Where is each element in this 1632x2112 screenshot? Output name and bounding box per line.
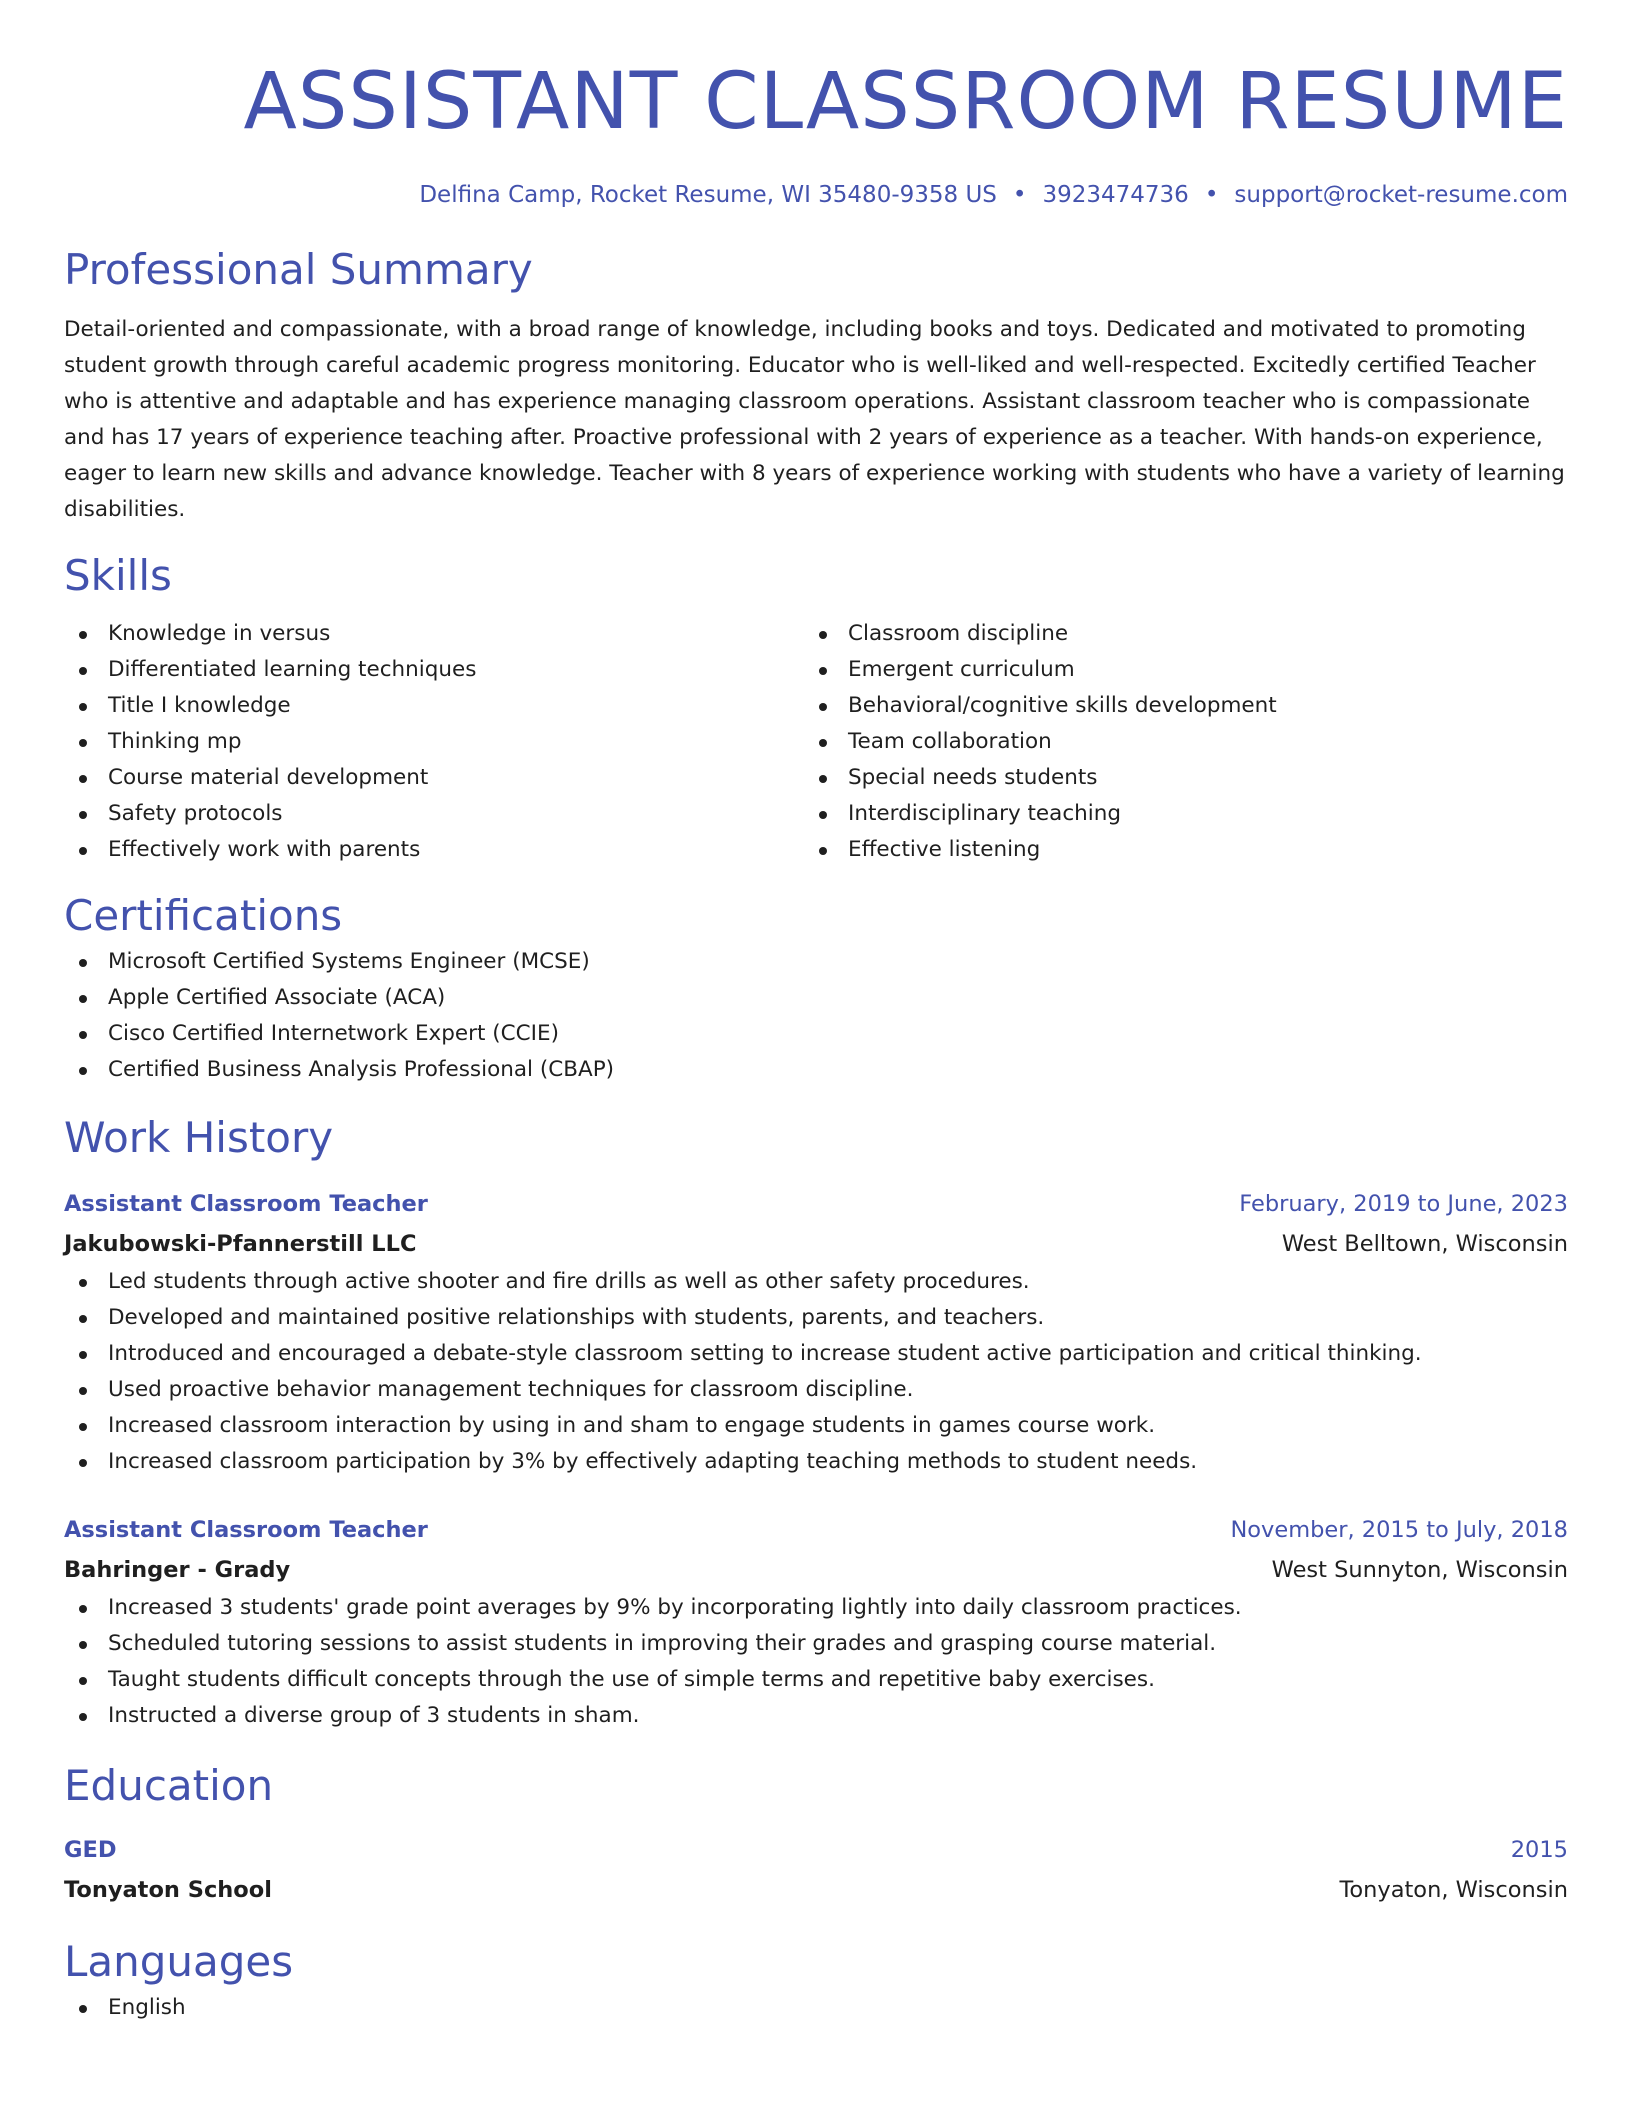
education-heading: Education xyxy=(64,1761,274,1810)
work-history-heading: Work History xyxy=(64,1113,334,1162)
skills-list-right xyxy=(804,616,1544,868)
contact-separator: • xyxy=(1012,182,1027,208)
skill-item: Course material development xyxy=(64,760,804,796)
skills-column-right xyxy=(804,616,1544,868)
skill-item: Thinking mp xyxy=(64,724,804,760)
languages-heading: Languages xyxy=(64,1937,294,1986)
job-employer: Jakubowski-Pfannerstill LLC xyxy=(64,1231,417,1257)
contact-line xyxy=(64,178,1568,212)
contact-separator: • xyxy=(1204,182,1219,208)
skill-item: Title I knowledge xyxy=(64,688,804,724)
skill-item: Emergent curriculum xyxy=(804,652,1544,688)
education-school: Tonyaton School xyxy=(64,1877,272,1903)
skill-item: Special needs students xyxy=(804,760,1544,796)
certification-item: Microsoft Certified Systems Engineer (MCSE) xyxy=(64,944,1568,980)
certification-item: Apple Certified Associate (ACA) xyxy=(64,980,1568,1016)
education-entry xyxy=(64,1830,1568,1910)
certification-item: Certified Business Analysis Professional (CBAP) xyxy=(64,1052,1568,1088)
skill-item: Interdisciplinary teaching xyxy=(804,796,1544,832)
job-title: Assistant Classroom Teacher xyxy=(64,1191,428,1217)
skill-item: Effective listening xyxy=(804,832,1544,868)
contact-phone: 3923474736 xyxy=(1042,182,1189,208)
summary-text: Detail-oriented and compassionate, with a broad range of knowledge, including books and toys. Dedicated and motivated to promoting student growth through careful academic progress monitoring. Educator who is well-liked and well-respected. Excitedly certified Teacher who is attentive and adaptable and has experience managing classroom operations. Assistant classroom teacher who is compassionate and has 17 years of experience teaching after. Proactive professional with 2 years of experience as a teacher. With hands-on experience, eager to learn new skills and advance knowledge. Teacher with 8 years of experience working with students who have a variety of learning disabilities. xyxy=(64,317,1565,522)
job-title: Assistant Classroom Teacher xyxy=(64,1517,428,1543)
languages-list xyxy=(64,1990,1568,2026)
skill-item: Differentiated learning techniques xyxy=(64,652,804,688)
job-bullets xyxy=(64,1590,1568,1734)
skill-item: Safety protocols xyxy=(64,796,804,832)
job-bullet: Increased classroom interaction by using in and sham to engage students in games course work. xyxy=(64,1408,1568,1444)
job-bullets xyxy=(64,1264,1568,1480)
certification-item: Cisco Certified Internetwork Expert (CCIE) xyxy=(64,1016,1568,1052)
job-bullet: Increased 3 students' grade point averages by 9% by incorporating lightly into daily classroom practices. xyxy=(64,1590,1568,1626)
skill-item: Team collaboration xyxy=(804,724,1544,760)
skill-item: Effectively work with parents xyxy=(64,832,804,868)
job-dates: November, 2015 to July, 2018 xyxy=(1230,1517,1568,1543)
job-location: West Belltown, Wisconsin xyxy=(1281,1231,1568,1257)
education-school-row xyxy=(64,1870,1568,1910)
resume-title: ASSISTANT CLASSROOM RESUME xyxy=(243,57,1568,147)
job-entry xyxy=(64,1184,1568,1480)
skill-item: Classroom discipline xyxy=(804,616,1544,652)
skills-column-left xyxy=(64,616,804,868)
contact-address: Delfina Camp, Rocket Resume, WI 35480-9358 US xyxy=(419,182,997,208)
education-year: 2015 xyxy=(1510,1837,1568,1863)
job-dates: February, 2019 to June, 2023 xyxy=(1239,1191,1568,1217)
job-title-row xyxy=(64,1184,1568,1224)
certifications-heading: Certifications xyxy=(64,891,343,940)
skill-item: Behavioral/cognitive skills development xyxy=(804,688,1544,724)
language-item: English xyxy=(64,1990,1568,2026)
job-entry xyxy=(64,1510,1568,1734)
contact-email: support@rocket-resume.com xyxy=(1234,182,1568,208)
job-bullet: Scheduled tutoring sessions to assist students in improving their grades and grasping course material. xyxy=(64,1626,1568,1662)
job-bullet: Used proactive behavior management techniques for classroom discipline. xyxy=(64,1372,1568,1408)
job-bullet: Introduced and encouraged a debate-style classroom setting to increase student active participation and critical thinking. xyxy=(64,1336,1568,1372)
skill-item: Knowledge in versus xyxy=(64,616,804,652)
job-bullet: Taught students difficult concepts through the use of simple terms and repetitive baby exercises. xyxy=(64,1662,1568,1698)
education-degree: GED xyxy=(64,1837,117,1863)
job-location: West Sunnyton, Wisconsin xyxy=(1271,1557,1568,1583)
skills-list-left xyxy=(64,616,804,868)
job-bullet: Increased classroom participation by 3% by effectively adapting teaching methods to student needs. xyxy=(64,1444,1568,1480)
job-bullet: Led students through active shooter and fire drills as well as other safety procedures. xyxy=(64,1264,1568,1300)
job-employer-row xyxy=(64,1224,1568,1264)
job-title-row xyxy=(64,1510,1568,1550)
job-bullet: Instructed a diverse group of 3 students in sham. xyxy=(64,1698,1568,1734)
skills-grid xyxy=(64,616,1568,868)
job-employer: Bahringer - Grady xyxy=(64,1557,291,1583)
job-bullet: Developed and maintained positive relationships with students, parents, and teachers. xyxy=(64,1300,1568,1336)
skills-heading: Skills xyxy=(64,551,172,600)
education-location: Tonyaton, Wisconsin xyxy=(1339,1877,1568,1903)
certifications-list xyxy=(64,944,1568,1088)
education-degree-row xyxy=(64,1830,1568,1870)
summary-heading: Professional Summary xyxy=(64,245,533,294)
job-employer-row xyxy=(64,1550,1568,1590)
